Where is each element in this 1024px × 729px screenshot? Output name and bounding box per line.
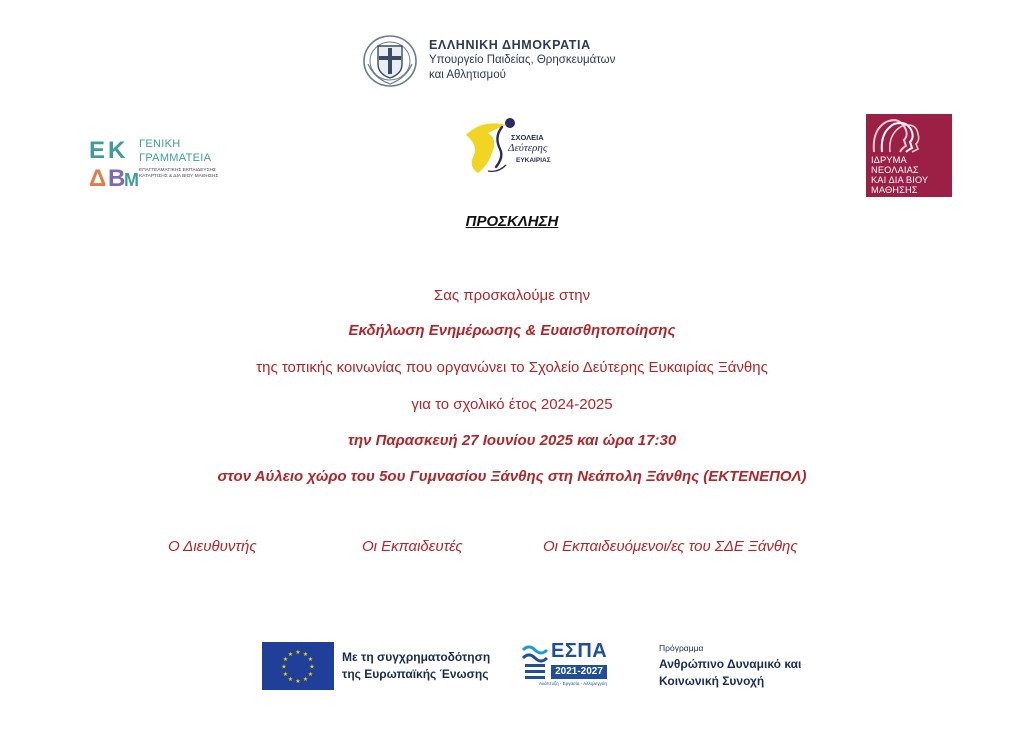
inedivim-line2: ΝΕΟΛΑΙΑΣ bbox=[871, 165, 919, 175]
svg-text:Δ: Δ bbox=[89, 165, 107, 192]
sde-line2: Δεύτερης bbox=[508, 142, 548, 154]
invitation-event-name: Εκδήλωση Ενημέρωσης & Ευαισθητοποίησης bbox=[348, 322, 676, 339]
coat-of-arms-icon bbox=[362, 34, 418, 88]
eu-cofunding-text bbox=[342, 649, 490, 683]
gg-line2: ΓΡΑΜΜΑΤΕΙΑ bbox=[139, 152, 212, 164]
eu-line2: της Ευρωπαϊκής Ένωσης bbox=[342, 667, 489, 681]
svg-text:★: ★ bbox=[282, 656, 289, 663]
svg-text:★: ★ bbox=[307, 656, 314, 663]
general-secretariat-logo bbox=[86, 134, 256, 194]
espa-tagline: Ανάπτυξη - Εργασία - Αλληλεγγύη bbox=[539, 681, 607, 686]
invitation-location: στον Αύλειο χώρο του 5ου Γυμνασίου Ξάνθης στη Νεάπολη Ξάνθης (ΕΚΤΕΝΕΠΟΛ) bbox=[217, 468, 807, 485]
eu-line1: Με τη συγχρηματοδότηση bbox=[342, 650, 491, 664]
gg-line3: ΕΠΑΓΓΕΛΜΑΤΙΚΗΣ ΕΚΠΑΙΔΕΥΣΗΣ bbox=[139, 168, 217, 173]
svg-text:★: ★ bbox=[295, 678, 301, 685]
invitation-line-3: της τοπικής κοινωνίας που οργανώνει το Σχολείο Δεύτερης Ευκαιρίας Ξάνθης bbox=[256, 359, 768, 376]
gg-line4: ΚΑΤΑΡΤΙΣΗΣ & ΔΙΑ ΒΙΟΥ ΜΑΘΗΣΗΣ bbox=[139, 174, 219, 179]
svg-text:E: E bbox=[89, 137, 106, 164]
eu-flag-icon bbox=[262, 642, 334, 690]
faces-profile-icon bbox=[870, 116, 930, 154]
signature-teachers: Οι Εκπαιδευτές bbox=[362, 538, 463, 555]
svg-text:★: ★ bbox=[287, 651, 294, 658]
espa-logo bbox=[521, 640, 613, 692]
inedivim-line1: ΙΔΡΥΜΑ bbox=[871, 155, 907, 165]
svg-text:★: ★ bbox=[287, 676, 294, 683]
espa-waves-icon bbox=[521, 642, 549, 680]
youth-lifelong-learning-logo bbox=[866, 114, 952, 197]
signature-students: Οι Εκπαιδευόμενοι/ες του ΣΔΕ Ξάνθης bbox=[543, 538, 798, 555]
svg-text:Μ: Μ bbox=[124, 170, 138, 190]
ministry-header bbox=[362, 34, 682, 90]
svg-text:★: ★ bbox=[309, 663, 315, 671]
sde-line3: ΕΥΚΑΙΡΙΑΣ bbox=[516, 157, 551, 164]
invitation-school-year: για το σχολικό έτος 2024-2025 bbox=[411, 396, 613, 413]
espa-name: ΕΣΠΑ bbox=[551, 640, 608, 662]
ministry-name-line1: Υπουργείο Παιδείας, Θρησκευμάτων bbox=[429, 54, 616, 66]
svg-text:★: ★ bbox=[281, 663, 287, 671]
ministry-name-line2: και Αθλητισμού bbox=[429, 69, 506, 81]
invitation-date-time: την Παρασκευή 27 Ιουνίου 2025 και ώρα 17:30 bbox=[347, 432, 677, 449]
inedivim-line3: ΚΑΙ ΔΙΑ ΒΙΟΥ bbox=[871, 175, 929, 185]
programme-logo bbox=[659, 643, 801, 690]
invitation-title: ΠΡΟΣΚΛΗΣΗ bbox=[465, 213, 559, 230]
invitation-line-1: Σας προσκαλούμε στην bbox=[433, 287, 591, 304]
signature-director: Ο Διευθυντής bbox=[168, 538, 257, 555]
espa-period: 2021-2027 bbox=[551, 665, 607, 679]
svg-text:★: ★ bbox=[307, 671, 314, 678]
svg-text:★: ★ bbox=[302, 651, 309, 658]
inedivim-line4: ΜΑΘΗΣΗΣ bbox=[871, 185, 918, 195]
programme-label: Πρόγραμμα bbox=[659, 643, 704, 653]
svg-text:★: ★ bbox=[282, 671, 289, 678]
svg-text:★: ★ bbox=[295, 649, 301, 656]
programme-line1: Ανθρώπινο Δυναμικό και bbox=[659, 657, 802, 671]
gg-line1: ΓΕΝΙΚΗ bbox=[139, 138, 181, 150]
eekdvm-mark-icon bbox=[86, 134, 138, 194]
second-chance-schools-logo bbox=[458, 113, 558, 185]
svg-text:K: K bbox=[108, 137, 126, 164]
sde-line1: ΣΧΟΛΕΙΑ bbox=[511, 133, 544, 142]
republic-label: ΕΛΛΗΝΙΚΗ ΔΗΜΟΚΡΑΤΙΑ bbox=[429, 38, 591, 52]
svg-text:Β: Β bbox=[108, 165, 126, 192]
programme-line2: Κοινωνική Συνοχή bbox=[659, 674, 765, 688]
svg-text:★: ★ bbox=[302, 676, 309, 683]
